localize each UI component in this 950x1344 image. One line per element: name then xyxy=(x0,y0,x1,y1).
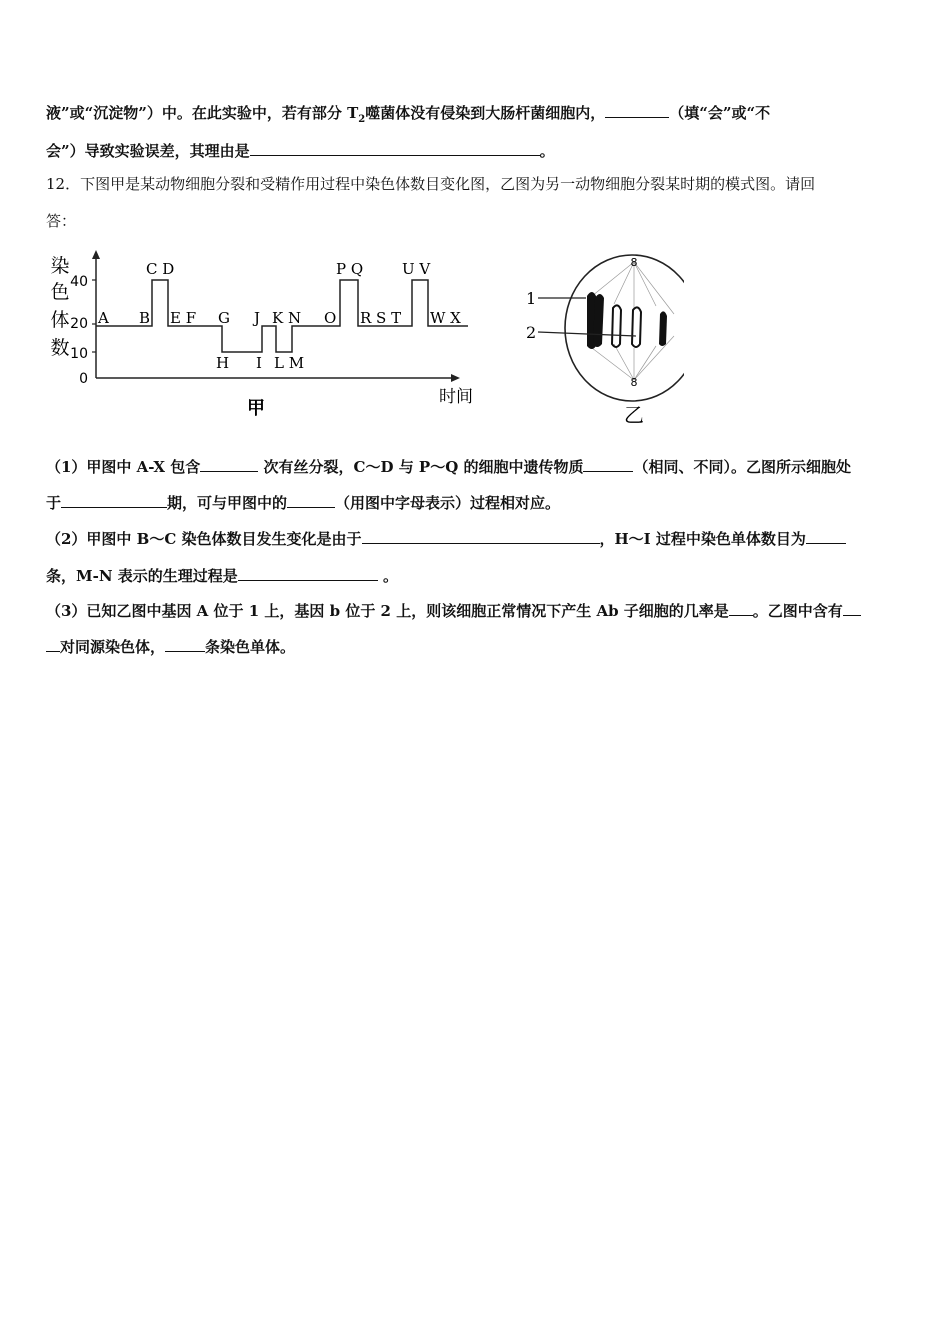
ylabel-char: 色 xyxy=(50,281,70,303)
question-12-line-2: 答： xyxy=(46,212,77,230)
centriole: 8 xyxy=(630,376,638,389)
answer-blank[interactable] xyxy=(250,140,540,156)
text-line-1 xyxy=(46,102,770,130)
x-axis-label: 时间 xyxy=(439,387,473,407)
line1-part-a: 液”或“沉淀物”）中。在此实验中，若有部分 T xyxy=(46,104,359,122)
centriole: 8 xyxy=(630,256,638,269)
subq-2-line-2: 条，M-N 表示的生理过程是 。 xyxy=(46,567,398,585)
answer-blank[interactable] xyxy=(583,456,633,472)
subq-3-line-1: （3）已知乙图中基因 A 位于 1 上，基因 b 位于 2 上，则该细胞正常情况下产生 Ab 子细胞的几率是 。乙图中含有 xyxy=(46,600,861,621)
answer-blank[interactable] xyxy=(605,102,669,118)
stage-letter: E F xyxy=(170,309,197,327)
ytick-label: 0 xyxy=(79,371,88,387)
figures xyxy=(44,248,684,428)
line1-part-b: 噬菌体没有侵染到大肠杆菌细胞内， xyxy=(365,104,606,122)
figure-jia xyxy=(50,250,473,419)
answer-blank[interactable] xyxy=(46,636,60,652)
ytick-label: 40 xyxy=(70,274,88,290)
stage-letter: A xyxy=(98,309,109,327)
question-12-line-1: 12．下图甲是某动物细胞分裂和受精作用过程中染色体数目变化图，乙图为另一动物细胞分裂某时期的模式图。请回 xyxy=(46,175,816,193)
answer-blank[interactable] xyxy=(238,565,378,581)
ylabel-char: 染 xyxy=(50,255,70,277)
stage-letter: K N xyxy=(272,309,302,327)
answer-blank[interactable] xyxy=(843,600,861,616)
stage-letter: J xyxy=(254,309,261,327)
line1-subscript: 2 xyxy=(358,114,366,125)
label-1: 1 xyxy=(526,289,537,308)
stage-letter: R S T xyxy=(360,309,402,327)
subq-3-line-2: 对同源染色体， 条染色单体。 xyxy=(46,636,295,657)
stage-letter: U V xyxy=(402,260,431,278)
stage-letter: C D xyxy=(146,260,175,278)
stage-letter: H xyxy=(216,354,230,372)
ylabel-char: 体 xyxy=(50,309,70,331)
line2-part-a: 会”）导致实验误差，其理由是 xyxy=(46,142,250,160)
label-2: 2 xyxy=(526,323,537,342)
chromosomes xyxy=(587,292,667,349)
answer-blank[interactable] xyxy=(806,528,846,544)
answer-blank[interactable] xyxy=(729,600,753,616)
x-axis-arrow xyxy=(451,374,460,382)
text-line-2 xyxy=(46,140,555,161)
stage-letter: L M xyxy=(274,354,305,372)
answer-blank[interactable] xyxy=(287,492,335,508)
line2-part-b: 。 xyxy=(539,142,555,160)
line1-part-c: （填“会”或“不 xyxy=(669,104,771,122)
stage-letter: P Q xyxy=(336,260,364,278)
subq-1-line-1: （1）甲图中 A-X 包含 次有丝分裂，C～D 与 P～Q 的细胞中遗传物质 （相同、不同）。乙图所示细胞处 xyxy=(46,458,851,476)
stage-letter: I xyxy=(256,354,262,372)
answer-blank[interactable] xyxy=(61,492,167,508)
stage-letter: W X xyxy=(430,309,461,327)
figure-yi xyxy=(526,255,684,427)
y-axis-arrow xyxy=(92,250,100,259)
stage-letter: O xyxy=(324,309,337,327)
answer-blank[interactable] xyxy=(165,636,205,652)
answer-blank[interactable] xyxy=(362,528,600,544)
answer-blank[interactable] xyxy=(200,456,258,472)
subq-2-line-1: （2）甲图中 B～C 染色体数目发生变化是由于 ，H～I 过程中染色单体数目为 xyxy=(46,528,846,549)
ylabel-char: 数 xyxy=(50,337,70,359)
ytick-label: 20 xyxy=(70,316,88,332)
stage-letter: G xyxy=(218,309,230,327)
stage-letter: B xyxy=(139,309,151,327)
figure-yi-caption: 乙 xyxy=(624,403,644,427)
figure-jia-caption: 甲 xyxy=(247,398,265,419)
ytick-label: 10 xyxy=(70,346,88,362)
subq-1-line-2: 于 期，可与甲图中的 （用图中字母表示）过程相对应。 xyxy=(46,494,561,512)
